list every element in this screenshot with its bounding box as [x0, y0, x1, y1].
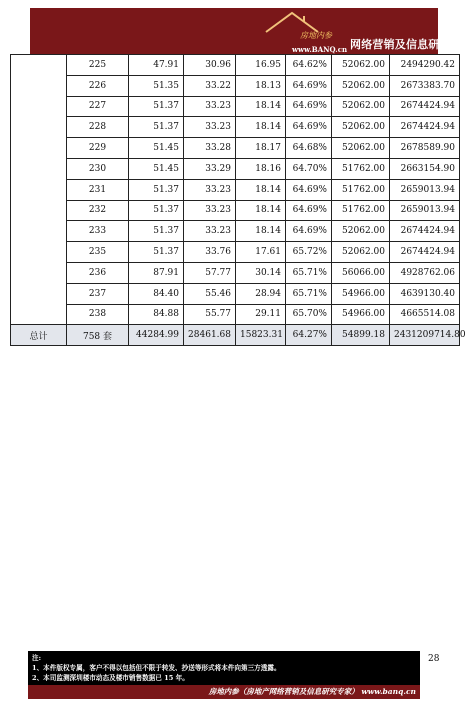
notes-box: [28, 651, 420, 685]
value-cell: 33.29: [184, 158, 236, 179]
unit-number-cell: 231: [67, 179, 129, 200]
value-cell: 64.69%: [286, 117, 332, 138]
value-cell: 55.77: [184, 304, 236, 325]
table-row: [11, 117, 460, 138]
value-cell: 55.46: [184, 283, 236, 304]
unit-number-cell: 225: [67, 55, 129, 76]
unit-number-cell: 235: [67, 242, 129, 263]
group-cell: [11, 200, 67, 221]
value-cell: 51762.00: [332, 179, 390, 200]
value-cell: 52062.00: [332, 75, 390, 96]
value-cell: 64.69%: [286, 200, 332, 221]
group-cell: [11, 75, 67, 96]
group-cell: [11, 117, 67, 138]
table-row: [11, 75, 460, 96]
value-cell: 17.61: [236, 242, 286, 263]
value-cell: 33.22: [184, 75, 236, 96]
value-cell: 52062.00: [332, 96, 390, 117]
total-cell: 44284.99: [129, 325, 184, 346]
header-banner: [30, 8, 473, 54]
value-cell: 29.11: [236, 304, 286, 325]
unit-number-cell: 229: [67, 138, 129, 159]
value-cell: 18.14: [236, 96, 286, 117]
unit-number-cell: 232: [67, 200, 129, 221]
value-cell: 2494290.42: [390, 55, 460, 76]
table-row: [11, 283, 460, 304]
value-cell: 2678589.90: [390, 138, 460, 159]
data-table: [10, 54, 466, 346]
value-cell: 51.37: [129, 179, 184, 200]
value-cell: 4928762.06: [390, 262, 460, 283]
value-cell: 33.28: [184, 138, 236, 159]
value-cell: 4639130.40: [390, 283, 460, 304]
table-row: [11, 55, 460, 76]
total-cell: 15823.31: [236, 325, 286, 346]
value-cell: 51762.00: [332, 200, 390, 221]
group-cell: [11, 179, 67, 200]
table-row: [11, 179, 460, 200]
total-cell: 758 套: [67, 325, 129, 346]
value-cell: 84.88: [129, 304, 184, 325]
value-cell: 65.72%: [286, 242, 332, 263]
value-cell: 64.69%: [286, 179, 332, 200]
unit-number-cell: 236: [67, 262, 129, 283]
total-cell: 28461.68: [184, 325, 236, 346]
value-cell: 2674424.94: [390, 221, 460, 242]
value-cell: 65.71%: [286, 283, 332, 304]
value-cell: 51.37: [129, 221, 184, 242]
value-cell: 18.13: [236, 75, 286, 96]
notes-title: 注:: [32, 654, 42, 662]
value-cell: 52062.00: [332, 117, 390, 138]
value-cell: 65.70%: [286, 304, 332, 325]
total-cell: 54899.18: [332, 325, 390, 346]
page-number: 28: [428, 654, 440, 664]
total-label: 总计: [11, 325, 67, 346]
value-cell: 64.69%: [286, 96, 332, 117]
value-cell: 51.37: [129, 242, 184, 263]
value-cell: 64.69%: [286, 75, 332, 96]
group-cell: [11, 304, 67, 325]
value-cell: 33.23: [184, 117, 236, 138]
unit-number-cell: 226: [67, 75, 129, 96]
value-cell: 51.37: [129, 96, 184, 117]
value-cell: 2673383.70: [390, 75, 460, 96]
brand-name: 房地内参: [300, 31, 332, 40]
table-row: [11, 221, 460, 242]
value-cell: 51762.00: [332, 158, 390, 179]
value-cell: 65.71%: [286, 262, 332, 283]
table-body: [11, 55, 466, 346]
note-copyright: 1、本件版权专属，客户不得以包括但不限于转发、抄送等形式将本件向第三方透露。: [32, 664, 281, 672]
value-cell: 30.96: [184, 55, 236, 76]
value-cell: 51.37: [129, 117, 184, 138]
total-cell: 64.27%: [286, 325, 332, 346]
value-cell: 54966.00: [332, 283, 390, 304]
value-cell: 2674424.94: [390, 242, 460, 263]
table-row: [11, 96, 460, 117]
brand-url: www.BANQ.cn: [292, 45, 348, 54]
unit-number-cell: 227: [67, 96, 129, 117]
value-cell: 18.14: [236, 200, 286, 221]
group-cell: [11, 262, 67, 283]
value-cell: 18.17: [236, 138, 286, 159]
value-cell: 57.77: [184, 262, 236, 283]
value-cell: 18.14: [236, 179, 286, 200]
value-cell: 18.14: [236, 117, 286, 138]
value-cell: 84.40: [129, 283, 184, 304]
group-cell: [11, 283, 67, 304]
unit-number-cell: 228: [67, 117, 129, 138]
value-cell: 52062.00: [332, 138, 390, 159]
footer-brand-bar: 房地内参（房地产网络营销及信息研究专家） www.banq.cn: [28, 685, 420, 699]
value-cell: 2674424.94: [390, 96, 460, 117]
unit-number-cell: 233: [67, 221, 129, 242]
table-row: [11, 200, 460, 221]
value-cell: 64.68%: [286, 138, 332, 159]
value-cell: 47.91: [129, 55, 184, 76]
value-cell: 2663154.90: [390, 158, 460, 179]
value-cell: 51.45: [129, 138, 184, 159]
group-cell: [11, 96, 67, 117]
value-cell: 64.62%: [286, 55, 332, 76]
value-cell: 52062.00: [332, 55, 390, 76]
unit-number-cell: 230: [67, 158, 129, 179]
value-cell: 2659013.94: [390, 179, 460, 200]
value-cell: 33.23: [184, 96, 236, 117]
group-cell: [11, 242, 67, 263]
group-cell: [11, 55, 67, 76]
value-cell: 51.45: [129, 158, 184, 179]
value-cell: 18.14: [236, 221, 286, 242]
value-cell: 4665514.08: [390, 304, 460, 325]
unit-number-cell: 238: [67, 304, 129, 325]
total-cell: 2431209714.80: [390, 325, 460, 346]
table-row: [11, 242, 460, 263]
value-cell: 33.76: [184, 242, 236, 263]
unit-number-cell: 237: [67, 283, 129, 304]
note-monitoring: 2、本司监测深圳楼市动态及楼市销售数据已 15 年。: [32, 674, 189, 682]
value-cell: 64.69%: [286, 221, 332, 242]
value-cell: 52062.00: [332, 221, 390, 242]
value-cell: 33.23: [184, 179, 236, 200]
value-cell: 18.16: [236, 158, 286, 179]
value-cell: 2659013.94: [390, 200, 460, 221]
value-cell: 51.37: [129, 200, 184, 221]
table-row: [11, 138, 460, 159]
value-cell: 51.35: [129, 75, 184, 96]
table-row: [11, 158, 460, 179]
value-cell: 33.23: [184, 200, 236, 221]
group-cell: [11, 138, 67, 159]
group-cell: [11, 158, 67, 179]
value-cell: 28.94: [236, 283, 286, 304]
value-cell: 33.23: [184, 221, 236, 242]
value-cell: 54966.00: [332, 304, 390, 325]
value-cell: 16.95: [236, 55, 286, 76]
value-cell: 56066.00: [332, 262, 390, 283]
group-cell: [11, 221, 67, 242]
value-cell: 87.91: [129, 262, 184, 283]
table-row: [11, 304, 460, 325]
value-cell: 2674424.94: [390, 117, 460, 138]
value-cell: 52062.00: [332, 242, 390, 263]
value-cell: 64.70%: [286, 158, 332, 179]
table-row: [11, 262, 460, 283]
total-row: [11, 325, 460, 346]
value-cell: 30.14: [236, 262, 286, 283]
brand-tagline: 网络营销及信息研究专家: [350, 38, 473, 51]
